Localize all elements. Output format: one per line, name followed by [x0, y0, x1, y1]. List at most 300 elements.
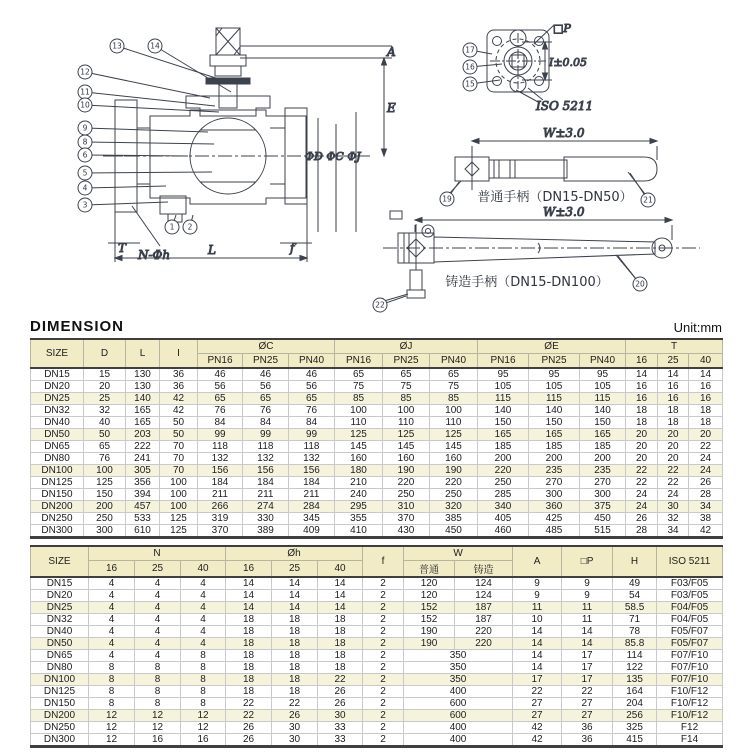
table-cell-merged: 400 — [404, 686, 513, 698]
table-cell: 4 — [89, 577, 135, 590]
table-cell: 140 — [126, 393, 160, 405]
table-cell: 26 — [318, 698, 363, 710]
table-cell: 27 — [513, 698, 562, 710]
table-cell: 200 — [529, 453, 580, 465]
table-cell: 2 — [363, 710, 404, 722]
table-cell: 305 — [126, 465, 160, 477]
dim-label-n-phi-h: N-Φh — [138, 248, 171, 262]
table-cell: 460 — [478, 525, 529, 538]
table-cell: 4 — [89, 650, 135, 662]
column-subheader: PN16 — [478, 354, 529, 369]
column-subheader: 25 — [135, 561, 181, 578]
table-cell: 14 — [513, 662, 562, 674]
table-cell: DN40 — [31, 417, 84, 429]
table-cell: 46 — [198, 368, 243, 381]
table-cell: DN300 — [31, 734, 89, 747]
table-cell: 84 — [198, 417, 243, 429]
table-row — [31, 477, 723, 489]
table-cell: DN125 — [31, 686, 89, 698]
table-cell: 4 — [181, 626, 226, 638]
table-cell: 125 — [84, 477, 126, 489]
table-cell: 65 — [243, 393, 289, 405]
column-subheader: 25 — [658, 354, 689, 369]
table-cell: 16 — [689, 393, 723, 405]
table-cell: 2 — [363, 590, 404, 602]
table-cell: 156 — [198, 465, 243, 477]
table-cell: 12 — [89, 710, 135, 722]
table-cell: 8 — [89, 662, 135, 674]
table-cell: 36 — [160, 381, 198, 393]
table-cell: 99 — [289, 429, 335, 441]
table-cell: 100 — [84, 465, 126, 477]
table-cell: 235 — [580, 465, 626, 477]
table-cell: F05/F07 — [657, 638, 723, 650]
part-balloon-number: 17 — [465, 45, 475, 55]
table-cell: 18 — [226, 626, 272, 638]
table-cell: 34 — [689, 501, 723, 513]
table-cell: 95 — [478, 368, 529, 381]
column-header: □P — [562, 546, 613, 577]
table-cell: 389 — [243, 525, 289, 538]
table-cell: 18 — [626, 417, 658, 429]
table-cell: 4 — [89, 638, 135, 650]
table-cell: 95 — [580, 368, 626, 381]
table-cell: DN150 — [31, 489, 84, 501]
table-row — [31, 368, 723, 381]
table-cell: 385 — [430, 513, 478, 525]
table-cell: F04/F05 — [657, 602, 723, 614]
table-cell: 14 — [318, 602, 363, 614]
table2-header-row-1 — [31, 546, 723, 561]
table-cell: 42 — [160, 405, 198, 417]
table-cell: 160 — [383, 453, 430, 465]
table-cell: 16 — [626, 393, 658, 405]
table-cell: 20 — [658, 429, 689, 441]
table-row — [31, 626, 723, 638]
table-cell: DN65 — [31, 650, 89, 662]
table-cell: 164 — [613, 686, 657, 698]
table-cell: 20 — [84, 381, 126, 393]
table-cell: 2 — [363, 722, 404, 734]
table-cell: 132 — [243, 453, 289, 465]
table-cell: 156 — [289, 465, 335, 477]
table-cell: 24 — [689, 453, 723, 465]
table-cell: DN300 — [31, 525, 84, 538]
table-row — [31, 513, 723, 525]
table-cell: 9 — [513, 577, 562, 590]
table-row — [31, 614, 723, 626]
table-cell: 14 — [226, 602, 272, 614]
table-cell: 450 — [580, 513, 626, 525]
table-cell: DN50 — [31, 638, 89, 650]
table-cell: 100 — [335, 405, 383, 417]
table-cell: 135 — [613, 674, 657, 686]
column-subheader: 40 — [689, 354, 723, 369]
table-cell: 20 — [658, 453, 689, 465]
table-cell: 457 — [126, 501, 160, 513]
table-cell: 450 — [430, 525, 478, 538]
table-cell: 2 — [363, 734, 404, 747]
table-row — [31, 417, 723, 429]
table-cell: 14 — [226, 590, 272, 602]
table-cell: 190 — [404, 638, 455, 650]
table-row — [31, 525, 723, 538]
part-balloon-number: 14 — [150, 41, 160, 51]
table-cell: 70 — [160, 453, 198, 465]
table-cell: 20 — [626, 453, 658, 465]
table-cell: 4 — [181, 614, 226, 626]
table-cell: 18 — [272, 674, 318, 686]
table-cell: 8 — [181, 674, 226, 686]
table-cell: 8 — [89, 686, 135, 698]
table-cell: 18 — [658, 417, 689, 429]
column-header: f — [363, 546, 404, 577]
table-cell: 145 — [335, 441, 383, 453]
table-cell: 10 — [513, 614, 562, 626]
table-cell-merged: 350 — [404, 662, 513, 674]
table-cell: 12 — [181, 710, 226, 722]
table-cell: DN25 — [31, 393, 84, 405]
cast-handle-caption: 铸造手柄（DN15-DN100） — [445, 275, 609, 290]
table-cell: 295 — [335, 501, 383, 513]
table-cell: 256 — [613, 710, 657, 722]
table-cell: 187 — [455, 614, 513, 626]
table-cell: 65 — [335, 368, 383, 381]
column-subheader: PN16 — [335, 354, 383, 369]
plain-handle-drawing — [450, 139, 657, 195]
table-cell: 105 — [478, 381, 529, 393]
table-cell: 16 — [626, 381, 658, 393]
part-balloon-number: 20 — [635, 279, 645, 289]
table-cell: 26 — [626, 513, 658, 525]
table-cell: 32 — [658, 513, 689, 525]
table-cell: 184 — [289, 477, 335, 489]
table-cell: 118 — [243, 441, 289, 453]
table-cell: 319 — [198, 513, 243, 525]
column-subheader: PN40 — [430, 354, 478, 369]
table-cell-merged: 350 — [404, 674, 513, 686]
table-cell: 8 — [89, 674, 135, 686]
table-cell: DN250 — [31, 722, 89, 734]
valve-technical-drawing — [0, 0, 750, 318]
table-cell: 99 — [243, 429, 289, 441]
table-cell: 425 — [529, 513, 580, 525]
part-balloon-number: 22 — [375, 300, 385, 310]
table-cell: 8 — [181, 686, 226, 698]
table-cell: DN32 — [31, 405, 84, 417]
column-group-header: Øh — [226, 546, 363, 561]
table-cell: 28 — [689, 489, 723, 501]
table-cell: 75 — [335, 381, 383, 393]
table-cell: 180 — [335, 465, 383, 477]
table-cell: 370 — [198, 525, 243, 538]
table-cell: 25 — [84, 393, 126, 405]
table-cell: 50 — [160, 417, 198, 429]
column-subheader: 铸造 — [455, 561, 513, 578]
table-cell: 124 — [455, 590, 513, 602]
table-cell: 211 — [198, 489, 243, 501]
table-cell: 75 — [430, 381, 478, 393]
table-cell: F03/F05 — [657, 577, 723, 590]
table-cell: 26 — [226, 734, 272, 747]
column-subheader: PN16 — [198, 354, 243, 369]
table-cell: 200 — [478, 453, 529, 465]
table-cell: 16 — [658, 381, 689, 393]
table-cell: 515 — [580, 525, 626, 538]
table-cell: DN100 — [31, 465, 84, 477]
table-cell: 100 — [160, 501, 198, 513]
table-cell: DN125 — [31, 477, 84, 489]
table-cell: 8 — [89, 698, 135, 710]
column-subheader: 16 — [226, 561, 272, 578]
table-cell: 9 — [513, 590, 562, 602]
table-cell: 610 — [126, 525, 160, 538]
table-cell: 18 — [318, 614, 363, 626]
table-cell: 85 — [383, 393, 430, 405]
table-cell: 9 — [562, 577, 613, 590]
table-cell: 4 — [89, 614, 135, 626]
dimension-table-main — [30, 338, 723, 539]
table-cell: 4 — [135, 626, 181, 638]
table-cell: 18 — [689, 417, 723, 429]
table-cell: 274 — [243, 501, 289, 513]
table-cell: 84 — [243, 417, 289, 429]
table-row — [31, 590, 723, 602]
column-header: ISO 5211 — [657, 546, 723, 577]
table-cell: 20 — [626, 429, 658, 441]
table-cell: 27 — [562, 698, 613, 710]
table-cell: 2 — [363, 650, 404, 662]
table-cell: 203 — [126, 429, 160, 441]
table-cell: 415 — [613, 734, 657, 747]
table-cell: 150 — [529, 417, 580, 429]
table-cell: 20 — [689, 429, 723, 441]
table-cell: 22 — [562, 686, 613, 698]
table-cell: 22 — [626, 477, 658, 489]
table-row — [31, 405, 723, 417]
table-cell: 14 — [562, 638, 613, 650]
table-cell: 190 — [404, 626, 455, 638]
table-cell: 410 — [335, 525, 383, 538]
table-cell: 250 — [383, 489, 430, 501]
table-cell: 394 — [126, 489, 160, 501]
table-cell: 38 — [689, 513, 723, 525]
table-cell: 18 — [318, 626, 363, 638]
table-cell: 220 — [383, 477, 430, 489]
table-cell: 130 — [126, 381, 160, 393]
part-balloon-number: 6 — [82, 150, 88, 160]
table-cell: 124 — [455, 577, 513, 590]
table-cell: 125 — [160, 513, 198, 525]
table-cell: 355 — [335, 513, 383, 525]
column-header: H — [613, 546, 657, 577]
table-cell: 4 — [135, 638, 181, 650]
table-cell: 17 — [562, 650, 613, 662]
table-cell: 17 — [562, 662, 613, 674]
table-cell: 2 — [363, 626, 404, 638]
table-cell: 325 — [613, 722, 657, 734]
table-cell: 152 — [404, 602, 455, 614]
table-cell: 18 — [272, 662, 318, 674]
table-cell: 165 — [478, 429, 529, 441]
table-cell: 330 — [243, 513, 289, 525]
table-cell: 2 — [363, 602, 404, 614]
table-cell: 42 — [160, 393, 198, 405]
table-cell: DN40 — [31, 626, 89, 638]
table-cell: 42 — [513, 734, 562, 747]
table-cell: 26 — [689, 477, 723, 489]
table-row — [31, 381, 723, 393]
table-cell: 4 — [135, 650, 181, 662]
part-balloon-number: 1 — [169, 222, 175, 232]
part-balloon-number: 11 — [80, 87, 90, 97]
table-cell: 184 — [243, 477, 289, 489]
part-balloon-number: 5 — [82, 168, 88, 178]
table-cell: 150 — [478, 417, 529, 429]
table-cell: 12 — [135, 722, 181, 734]
column-group-header: T — [626, 339, 723, 354]
table-cell: 160 — [335, 453, 383, 465]
table-cell: 65 — [383, 368, 430, 381]
table-cell-merged: 400 — [404, 722, 513, 734]
table-cell: 58.5 — [613, 602, 657, 614]
table-cell: 270 — [529, 477, 580, 489]
table-cell: DN20 — [31, 381, 84, 393]
table-row — [31, 465, 723, 477]
column-subheader: 16 — [626, 354, 658, 369]
table-cell: 22 — [658, 465, 689, 477]
dimension-heading-row — [30, 318, 722, 335]
table-cell: 132 — [198, 453, 243, 465]
column-subheader: PN40 — [289, 354, 335, 369]
table-cell: 34 — [658, 525, 689, 538]
table-cell: 16 — [181, 734, 226, 747]
table-cell: 4 — [181, 602, 226, 614]
table-cell: 18 — [226, 686, 272, 698]
table-cell: 65 — [430, 368, 478, 381]
cast-handle-dim-label: W±3.0 — [543, 205, 585, 219]
table-row — [31, 686, 723, 698]
table-cell: 18 — [272, 638, 318, 650]
table-cell: 220 — [478, 465, 529, 477]
table-cell: 14 — [689, 368, 723, 381]
table-cell: 24 — [658, 489, 689, 501]
table-cell: 152 — [404, 614, 455, 626]
table-cell: DN25 — [31, 602, 89, 614]
table-cell: 100 — [383, 405, 430, 417]
table-cell: 12 — [181, 722, 226, 734]
table-cell: 340 — [478, 501, 529, 513]
table-cell: 76 — [84, 453, 126, 465]
table-cell: F10/F12 — [657, 686, 723, 698]
table-cell: 24 — [689, 465, 723, 477]
table-cell: 345 — [289, 513, 335, 525]
table-cell: 300 — [580, 489, 626, 501]
column-group-header: ØC — [198, 339, 335, 354]
table-cell: 235 — [529, 465, 580, 477]
dim-label-phi-dcj: ΦD ΦC ΦJ — [305, 150, 361, 163]
table-cell: 20 — [658, 441, 689, 453]
table-cell: 211 — [243, 489, 289, 501]
table-cell: 46 — [243, 368, 289, 381]
table-cell: 33 — [318, 722, 363, 734]
table-cell: 56 — [243, 381, 289, 393]
page-title: DIMENSION — [30, 318, 125, 335]
table-cell: DN200 — [31, 710, 89, 722]
table-row — [31, 734, 723, 747]
table-cell: 220 — [455, 638, 513, 650]
dim-label-A: A — [387, 45, 396, 59]
column-header: SIZE — [31, 339, 84, 368]
column-subheader: PN25 — [529, 354, 580, 369]
table-cell: 14 — [513, 638, 562, 650]
table-cell: 18 — [226, 674, 272, 686]
table-cell: 190 — [430, 465, 478, 477]
dim-label-L: L — [208, 243, 216, 257]
table-cell: F14 — [657, 734, 723, 747]
table-cell: 18 — [272, 626, 318, 638]
table-cell: 284 — [289, 501, 335, 513]
table-cell: 71 — [613, 614, 657, 626]
table-cell: 125 — [335, 429, 383, 441]
table-cell: 2 — [363, 577, 404, 590]
table-cell: 14 — [658, 368, 689, 381]
dim-label-T: T — [118, 241, 127, 255]
table-cell: 165 — [126, 417, 160, 429]
table-cell: DN250 — [31, 513, 84, 525]
table-cell: DN80 — [31, 662, 89, 674]
table-cell: 8 — [135, 686, 181, 698]
column-subheader: 普通 — [404, 561, 455, 578]
table-cell: 8 — [135, 662, 181, 674]
table-cell: 18 — [272, 614, 318, 626]
column-header: I — [160, 339, 198, 368]
table-row — [31, 638, 723, 650]
table-cell: 2 — [363, 698, 404, 710]
table-cell: 18 — [272, 650, 318, 662]
table-cell: 56 — [198, 381, 243, 393]
table-cell: 120 — [404, 577, 455, 590]
table-cell: F10/F12 — [657, 710, 723, 722]
table-row — [31, 650, 723, 662]
part-callout-balloons — [78, 39, 655, 312]
table-cell: DN20 — [31, 590, 89, 602]
table-cell: 14 — [626, 368, 658, 381]
column-header: L — [126, 339, 160, 368]
part-balloon-number: 15 — [465, 79, 475, 89]
table-cell: 310 — [383, 501, 430, 513]
column-subheader: PN40 — [580, 354, 626, 369]
column-subheader: 40 — [318, 561, 363, 578]
table-cell: 42 — [689, 525, 723, 538]
table-cell: 4 — [135, 614, 181, 626]
column-subheader: 40 — [181, 561, 226, 578]
table-cell: 145 — [430, 441, 478, 453]
part-balloon-number: 19 — [442, 194, 452, 204]
column-group-header: ØE — [478, 339, 626, 354]
table-cell: 115 — [478, 393, 529, 405]
table-cell: 100 — [430, 405, 478, 417]
plain-handle-dim-label: W±3.0 — [543, 126, 585, 140]
table-cell: 22 — [226, 698, 272, 710]
table-cell: 100 — [160, 489, 198, 501]
table-cell: F10/F12 — [657, 698, 723, 710]
plain-handle-caption: 普通手柄（DN15-DN50） — [477, 190, 633, 205]
table-cell: 2 — [363, 614, 404, 626]
table-cell: 375 — [580, 501, 626, 513]
table-cell: 15 — [84, 368, 126, 381]
column-subheader: PN25 — [243, 354, 289, 369]
